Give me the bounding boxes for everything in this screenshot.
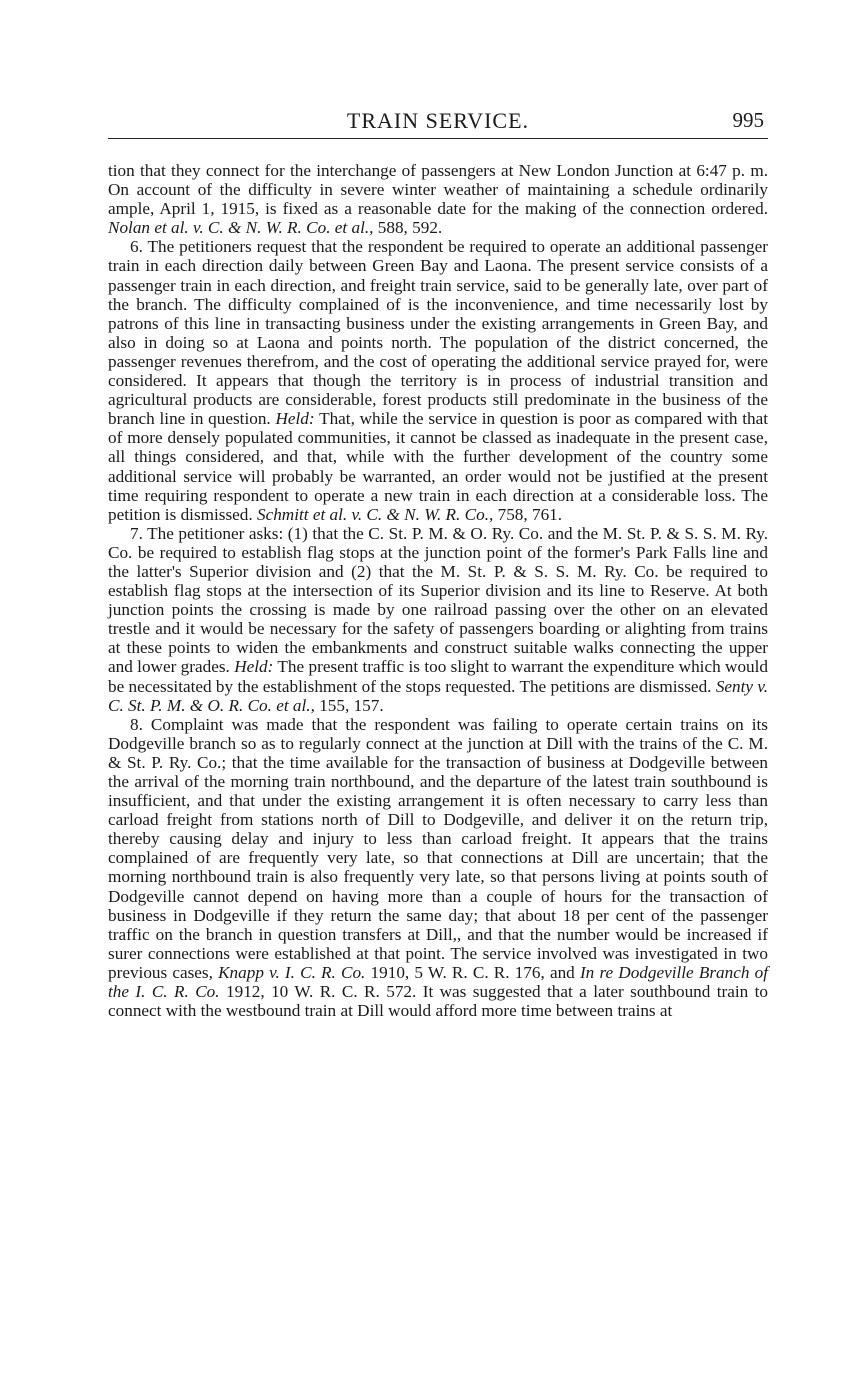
- citation-pages: 155, 157.: [319, 695, 384, 715]
- case-citation: Senty v. C. St. P. M. & O. R. Co. et al.,: [108, 676, 769, 715]
- case-citation: Schmitt et al. v. C. & N. W. R. Co.,: [256, 504, 494, 524]
- paragraph-continued: [108, 161, 768, 237]
- paragraph-text: 7. The petitioner asks: (1) that the C. St. P. M. & O. Ry. Co. and the M. St. P. & S. S. M. Ry. Co. be required to establish flag stops at the junction point of the former's Park Falls line and the latter's Superior division and (2) that the M. St. P. & S. S. M. Ry. Co. be required to establish flag stops at the intersection of its Superior division and its line to Reserve. At both junction points the crossing is made by one railroad passing over the other on an elevated trestle and it would be necessary for the safety of passengers boarding or alighting from trains at these points to widen the embankments and construct suitable walks connecting the upper and lower grades.: [108, 523, 768, 677]
- case-citation-knapp: Knapp v. I. C. R. Co.: [218, 962, 366, 982]
- held-label: Held:: [275, 409, 315, 429]
- citation-reference: 1912, 10 W. R. C. R. 572.: [226, 982, 417, 1002]
- page-number: 995: [732, 108, 764, 132]
- citation-reference: 1910, 5 W. R. C. R. 176, and: [370, 962, 575, 982]
- body-text: [108, 161, 768, 1020]
- paragraph-7: [108, 524, 768, 715]
- holding-text: The present traffic is too slight to warrant the expenditure which would be necessitated by the establishment of the stops requested. The petitions are dismissed.: [108, 657, 769, 696]
- paragraph-text: 8. Complaint was made that the respondent was failing to operate certain trains on its Dodgeville branch so as to regularly connect at the junction at Dill with the trains of the C. M. & St. P. Ry. Co.; that the time available for the transaction of business at Dodgeville between the arrival of the morning train northbound, and the departure of the latest train southbound is insufficient, and that under the existing arrangement it is often necessary to carry less than carload freight from stations north of Dill to Dodgeville, and deliver it on the return trip, thereby causing delay and injury to less than carload freight. It appears that the trains complained of are frequently very late, so that connections at Dill are uncertain; that the morning northbound train is also frequently very late, so that persons living at points south of Dodgeville cannot depend on having more than a couple of hours for the transaction of business in Dodgeville if they return the same day; that about 18 per cent of the passenger traffic on the branch in question transfers at Dill,, and that the number would be increased if surer connections were established at that point. The service involved was investigated in two previous cases,: [108, 714, 768, 982]
- case-citation: Nolan et al. v. C. & N. W. R. Co. et al.,: [108, 218, 374, 238]
- running-header: [108, 108, 768, 139]
- held-label: Held:: [234, 657, 274, 677]
- citation-pages: 588, 592.: [377, 218, 443, 238]
- paragraph-text: tion that they connect for the interchange of passengers at New London Junction at 6:47 p. m. On account of the difficulty in severe winter weather of maintaining a schedule ordinarily ample, April 1, 1915, is fixed as a reasonable date for the making of the connection ordered.: [108, 161, 768, 219]
- paragraph-6: [108, 237, 768, 523]
- running-title: TRAIN SERVICE.: [346, 108, 530, 133]
- case-citation-dodgeville: In re Dodgeville Branch of the I. C. R. Co.: [108, 962, 768, 1002]
- paragraph-text-continued: It was suggested that a later southbound train to connect with the westbound train at Dill would afford more time between trains at: [108, 982, 769, 1021]
- paragraph-text: 6. The petitioners request that the respondent be required to operate an additional passenger train in each direction daily between Green Bay and Laona. The present service consists of a passenger train in each direction, and freight train service, said to be generally late, over part of the branch. The difficulty complained of is the inconvenience, and time necessarily lost by patrons of this line in transacting business under the existing arrangements in Green Bay, and also in doing so at Laona and points north. The population of the district concerned, the passenger revenues therefrom, and the cost of operating the additional service prayed for, were considered. It appears that though the territory is in process of industrial transition and agricultural products are considerable, forest products still predominate in the business of the branch line in question.: [108, 237, 768, 429]
- holding-text: That, while the service in question is poor as compared with that of more densely populated communities, it cannot be classed as inadequate in the present case, all things considered, and that, while with the further development of the country some additional service will probably be warranted, an order would not be justified at the present time requiring respondent to operate a new train in each direction at a considerable loss. The petition is dismissed.: [108, 409, 769, 524]
- paragraph-8: [108, 715, 768, 1021]
- citation-pages: 758, 761.: [497, 504, 563, 524]
